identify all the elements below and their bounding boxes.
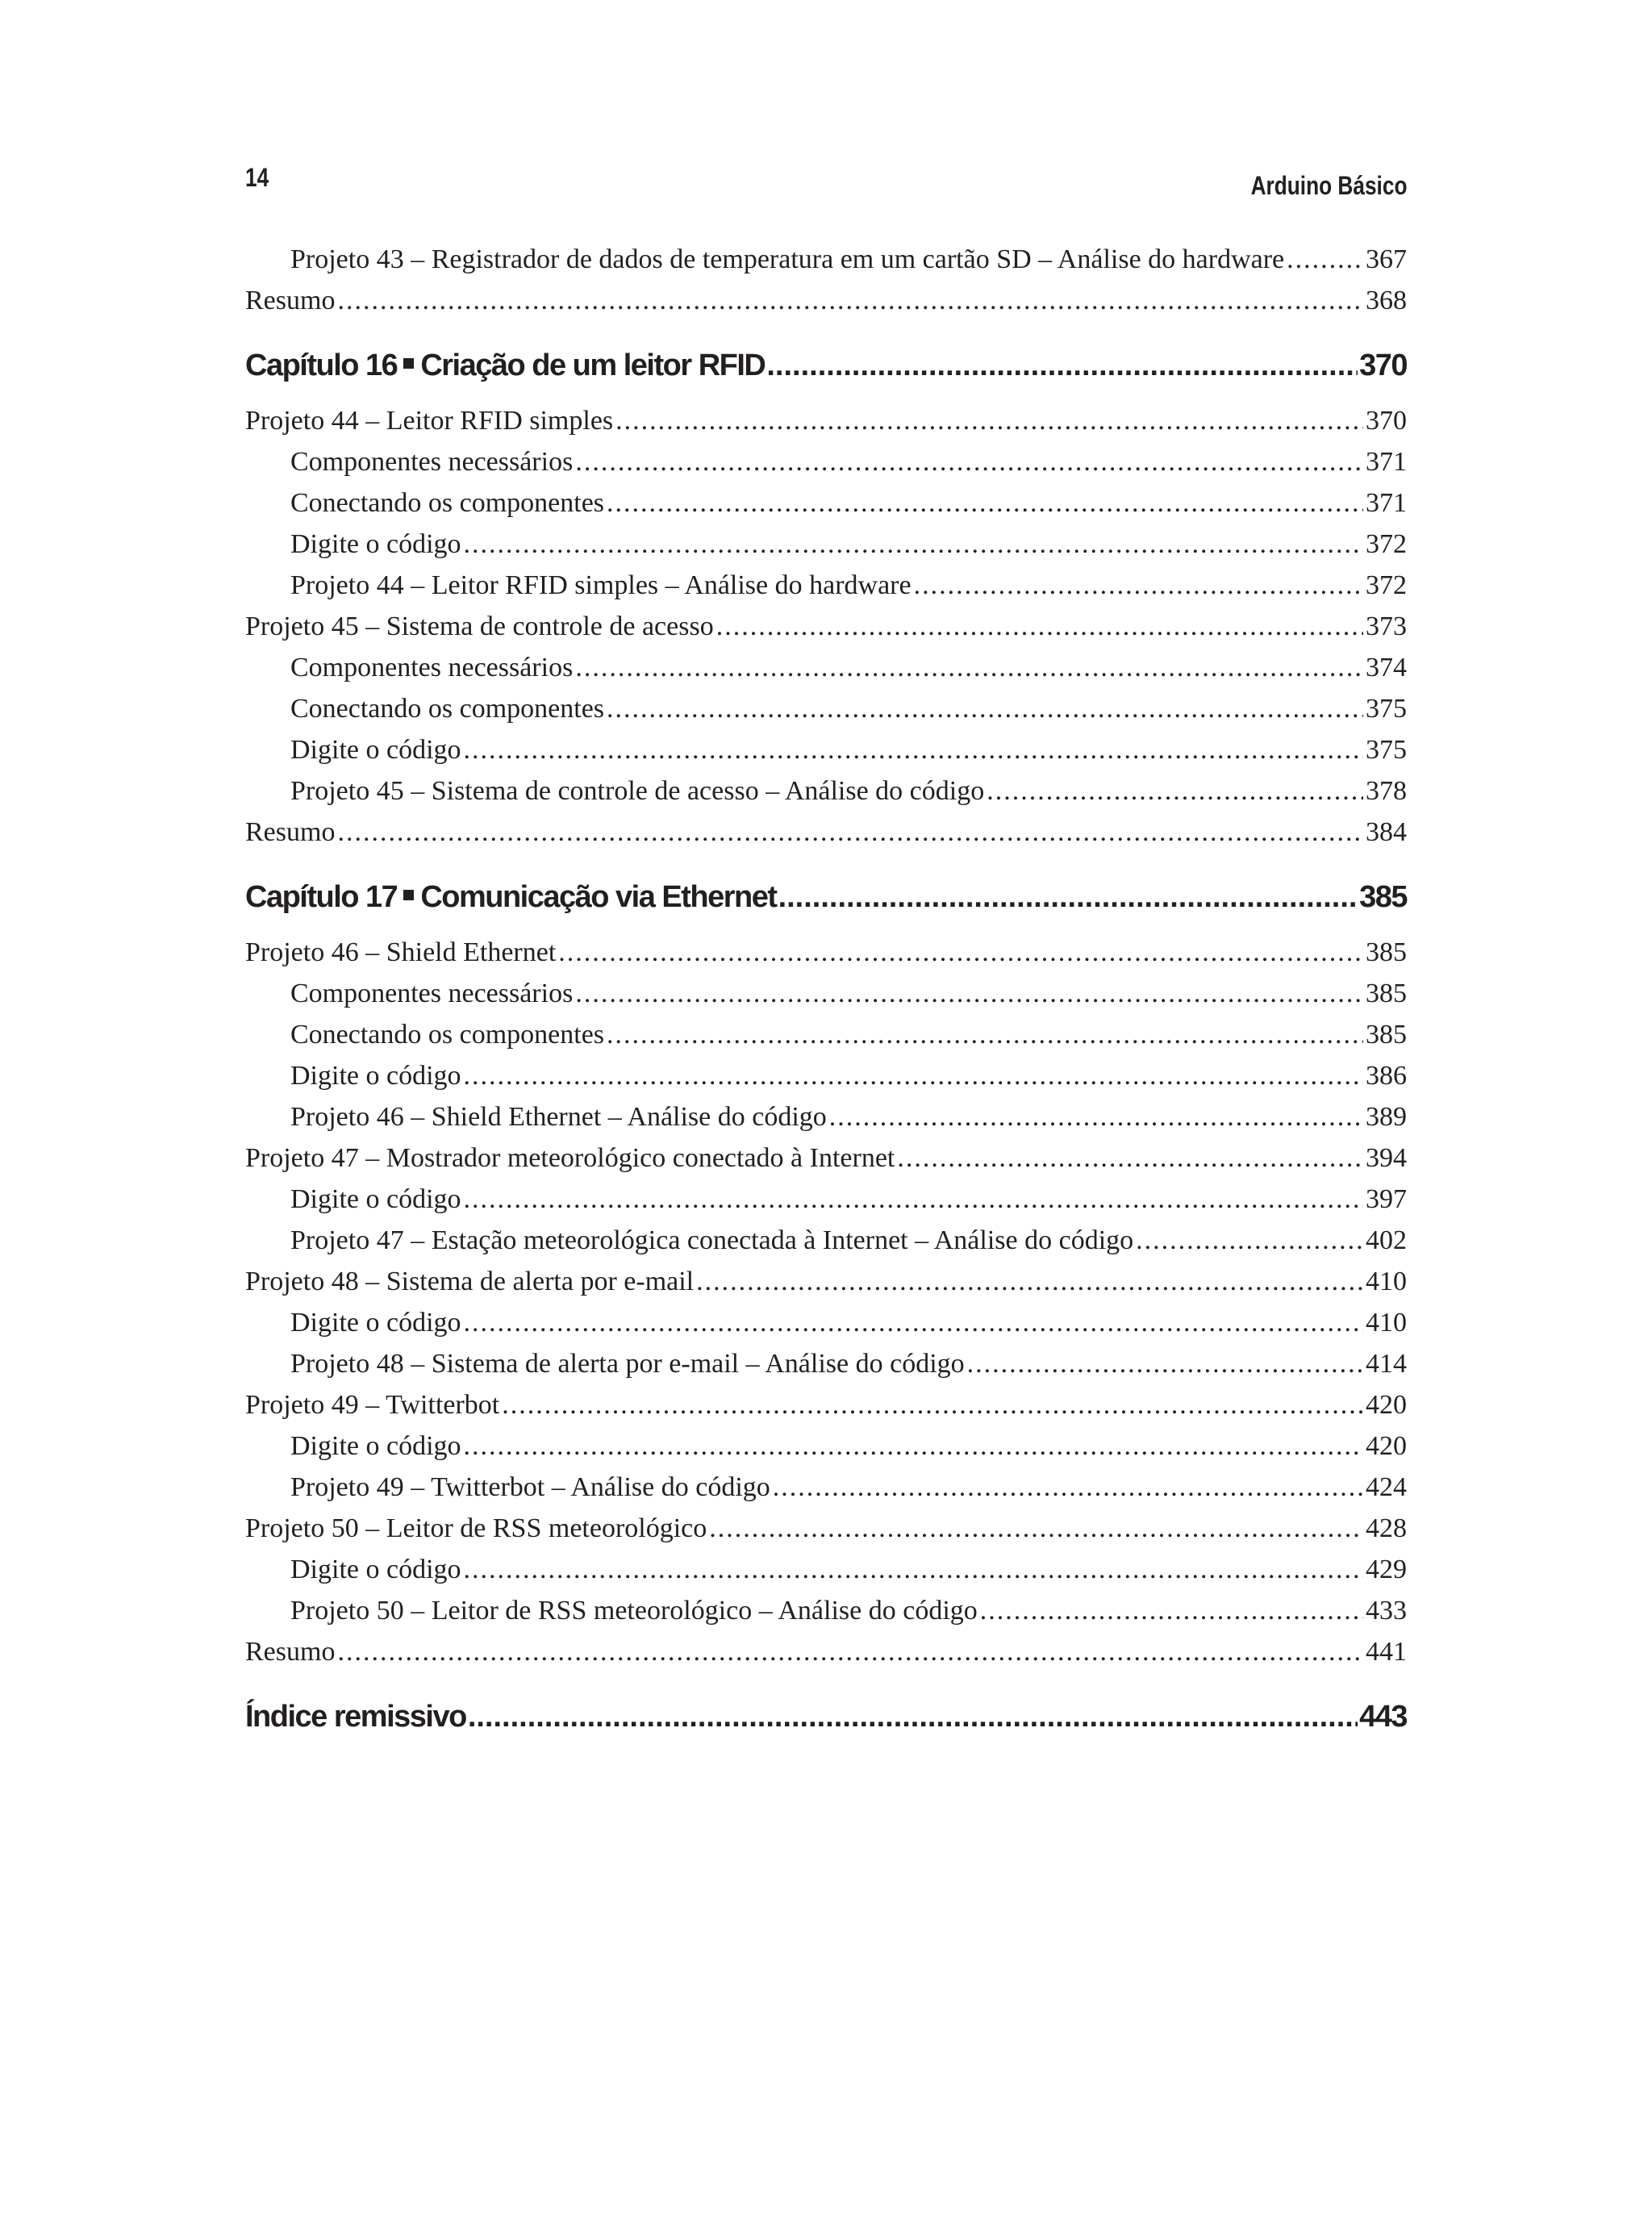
toc-entry[interactable]	[245, 1302, 1407, 1343]
toc-entry-label: Resumo	[245, 286, 336, 315]
chapter-title: Criação de um leitor RFID	[420, 349, 766, 382]
toc-entry[interactable]	[245, 239, 1407, 280]
toc-entry[interactable]	[245, 688, 1407, 729]
dot-leader	[773, 1467, 1363, 1508]
toc-entry-label: Projeto 48 – Sistema de alerta por e-mail – Análise do código	[290, 1349, 965, 1379]
toc-entry-page-number: 429	[1366, 1555, 1407, 1584]
toc-entry-page-number: 410	[1366, 1267, 1407, 1296]
chapter-16-entries	[245, 400, 1407, 853]
toc-entry-page-number: 371	[1366, 488, 1407, 518]
dot-leader	[464, 1549, 1363, 1590]
index-page-number: 443	[1359, 1700, 1407, 1734]
toc-entry-label: Conectando os componentes	[290, 1020, 605, 1050]
toc-entry[interactable]	[245, 770, 1407, 812]
toc-entry[interactable]	[245, 729, 1407, 770]
toc-entry[interactable]	[245, 1014, 1407, 1055]
toc-entry[interactable]	[245, 1425, 1407, 1467]
dot-leader	[575, 441, 1363, 482]
toc-entry[interactable]	[245, 812, 1407, 853]
toc-entry-page-number: 371	[1366, 447, 1407, 477]
dot-leader	[337, 280, 1363, 321]
toc-entry-label: Digite o código	[290, 1061, 461, 1091]
toc-entry[interactable]	[245, 1096, 1407, 1137]
dot-leader	[914, 565, 1363, 606]
toc-entry-label: Digite o código	[290, 1555, 461, 1584]
toc-entry-label: Projeto 45 – Sistema de controle de acesso	[245, 611, 714, 641]
dot-leader	[615, 400, 1363, 441]
toc-entry-label: Digite o código	[290, 1308, 461, 1338]
toc-entry-label: Projeto 46 – Shield Ethernet – Análise do código	[290, 1102, 827, 1132]
dot-leader	[464, 1179, 1363, 1220]
toc-entry-label: Projeto 50 – Leitor de RSS meteorológico	[245, 1513, 707, 1543]
toc-entry-page-number: 428	[1366, 1513, 1407, 1543]
toc-entry-label: Projeto 44 – Leitor RFID simples – Análise do hardware	[290, 570, 912, 600]
toc-top-entries	[245, 239, 1407, 321]
chapter-heading-17[interactable]	[245, 870, 1407, 924]
toc-entry-label: Projeto 43 – Registrador de dados de temperatura em um cartão SD – Análise do hardware	[290, 244, 1285, 274]
dot-leader	[980, 1590, 1363, 1631]
dot-leader	[607, 1014, 1363, 1055]
toc-entry[interactable]	[245, 565, 1407, 606]
toc-entry-page-number: 370	[1366, 406, 1407, 436]
dot-leader	[337, 812, 1363, 853]
toc-entry-page-number: 441	[1366, 1637, 1407, 1667]
table-of-contents	[245, 239, 1407, 1751]
toc-entry-label: Projeto 47 – Estação meteorológica conectada à Internet – Análise do código	[290, 1225, 1134, 1255]
toc-entry-label: Projeto 45 – Sistema de controle de acesso – Análise do código	[290, 776, 985, 806]
toc-entry-label: Digite o código	[290, 1431, 461, 1461]
toc-entry-page-number: 420	[1366, 1431, 1407, 1461]
toc-entry[interactable]	[245, 1179, 1407, 1220]
toc-entry[interactable]	[245, 1343, 1407, 1384]
toc-entry-page-number: 389	[1366, 1102, 1407, 1132]
dot-leader	[575, 973, 1363, 1014]
toc-entry-page-number: 394	[1366, 1143, 1407, 1173]
chapter-heading-16[interactable]	[245, 339, 1407, 392]
toc-entry-page-number: 433	[1366, 1596, 1407, 1626]
toc-entry-page-number: 414	[1366, 1349, 1407, 1379]
toc-entry-label: Projeto 49 – Twitterbot – Análise do código	[290, 1472, 770, 1502]
toc-entry-label: Componentes necessários	[290, 653, 574, 682]
toc-entry[interactable]	[245, 1137, 1407, 1179]
toc-entry[interactable]	[245, 606, 1407, 647]
dot-leader	[502, 1384, 1363, 1425]
dot-leader	[337, 1631, 1363, 1672]
toc-entry-label: Componentes necessários	[290, 979, 574, 1008]
toc-entry-page-number: 397	[1366, 1184, 1407, 1214]
page-number: 14	[245, 163, 269, 192]
square-bullet-icon	[403, 358, 414, 369]
toc-entry-label: Projeto 48 – Sistema de alerta por e-mail	[245, 1267, 695, 1296]
toc-entry-label: Digite o código	[290, 735, 461, 765]
toc-entry[interactable]	[245, 1384, 1407, 1425]
chapter-page-number: 385	[1359, 880, 1407, 914]
toc-entry[interactable]	[245, 973, 1407, 1014]
dot-leader	[766, 339, 1358, 392]
toc-entry[interactable]	[245, 400, 1407, 441]
toc-entry-page-number: 386	[1366, 1061, 1407, 1091]
dot-leader	[897, 1137, 1363, 1179]
toc-entry-page-number: 410	[1366, 1308, 1407, 1338]
toc-entry-page-number: 378	[1366, 776, 1407, 806]
toc-entry-label: Projeto 44 – Leitor RFID simples	[245, 406, 614, 436]
square-bullet-icon	[403, 890, 414, 900]
index-title: Índice remissivo	[245, 1700, 466, 1734]
toc-entry[interactable]	[245, 1549, 1407, 1590]
chapter-number: Capítulo 16	[245, 349, 398, 382]
toc-entry-page-number: 402	[1366, 1225, 1407, 1255]
toc-entry-label: Componentes necessários	[290, 447, 574, 477]
toc-entry[interactable]	[245, 1508, 1407, 1549]
dot-leader	[468, 1690, 1358, 1743]
toc-entry-label: Resumo	[245, 817, 336, 847]
toc-entry[interactable]	[245, 441, 1407, 482]
chapter-number: Capítulo 17	[245, 880, 398, 914]
toc-entry[interactable]	[245, 932, 1407, 973]
toc-entry[interactable]	[245, 280, 1407, 321]
toc-entry[interactable]	[245, 1590, 1407, 1631]
toc-entry-page-number: 384	[1366, 817, 1407, 847]
dot-leader	[464, 524, 1363, 565]
toc-entry[interactable]	[245, 1220, 1407, 1261]
toc-entry-page-number: 367	[1366, 244, 1407, 274]
dot-leader	[1287, 239, 1363, 280]
chapter-page-number: 370	[1359, 349, 1407, 382]
toc-entry-label: Conectando os componentes	[290, 694, 605, 724]
toc-entry-label: Digite o código	[290, 1184, 461, 1214]
dot-leader	[575, 647, 1363, 688]
chapter-title: Comunicação via Ethernet	[420, 880, 777, 914]
toc-entry-label: Projeto 50 – Leitor de RSS meteorológico – Análise do código	[290, 1596, 978, 1626]
dot-leader	[607, 482, 1363, 524]
dot-leader	[464, 1055, 1363, 1096]
toc-entry[interactable]	[245, 482, 1407, 524]
dot-leader	[696, 1261, 1363, 1302]
toc-entry-label: Conectando os componentes	[290, 488, 605, 518]
toc-entry-page-number: 374	[1366, 653, 1407, 682]
toc-entry-page-number: 385	[1366, 1020, 1407, 1050]
chapter-17-entries	[245, 932, 1407, 1672]
toc-entry-label: Digite o código	[290, 529, 461, 559]
toc-entry-page-number: 424	[1366, 1472, 1407, 1502]
toc-entry-label: Projeto 46 – Shield Ethernet	[245, 937, 557, 967]
toc-entry[interactable]	[245, 1467, 1407, 1508]
toc-entry[interactable]	[245, 647, 1407, 688]
toc-entry[interactable]	[245, 524, 1407, 565]
toc-entry-label: Projeto 47 – Mostrador meteorológico conectado à Internet	[245, 1143, 895, 1173]
toc-entry-page-number: 375	[1366, 694, 1407, 724]
dot-leader	[558, 932, 1363, 973]
toc-entry[interactable]	[245, 1261, 1407, 1302]
toc-entry-label: Projeto 49 – Twitterbot	[245, 1390, 500, 1420]
dot-leader	[464, 729, 1363, 770]
dot-leader	[967, 1343, 1363, 1384]
toc-entry-page-number: 420	[1366, 1390, 1407, 1420]
dot-leader	[716, 606, 1363, 647]
toc-entry-page-number: 373	[1366, 611, 1407, 641]
toc-entry-page-number: 385	[1366, 937, 1407, 967]
dot-leader	[464, 1302, 1363, 1343]
dot-leader	[464, 1425, 1363, 1467]
dot-leader	[1136, 1220, 1363, 1261]
dot-leader	[607, 688, 1363, 729]
toc-entry-page-number: 372	[1366, 529, 1407, 559]
toc-entry-label: Resumo	[245, 1637, 336, 1667]
toc-entry-page-number: 375	[1366, 735, 1407, 765]
toc-entry[interactable]	[245, 1631, 1407, 1672]
toc-entry-page-number: 368	[1366, 286, 1407, 315]
dot-leader	[778, 870, 1358, 924]
dot-leader	[709, 1508, 1363, 1549]
running-header-title: Arduino Básico	[1250, 171, 1407, 200]
toc-entry[interactable]	[245, 1055, 1407, 1096]
dot-leader	[987, 770, 1363, 812]
toc-entry-page-number: 372	[1366, 570, 1407, 600]
dot-leader	[829, 1096, 1363, 1137]
toc-entry-page-number: 385	[1366, 979, 1407, 1008]
index-heading[interactable]	[245, 1690, 1407, 1743]
